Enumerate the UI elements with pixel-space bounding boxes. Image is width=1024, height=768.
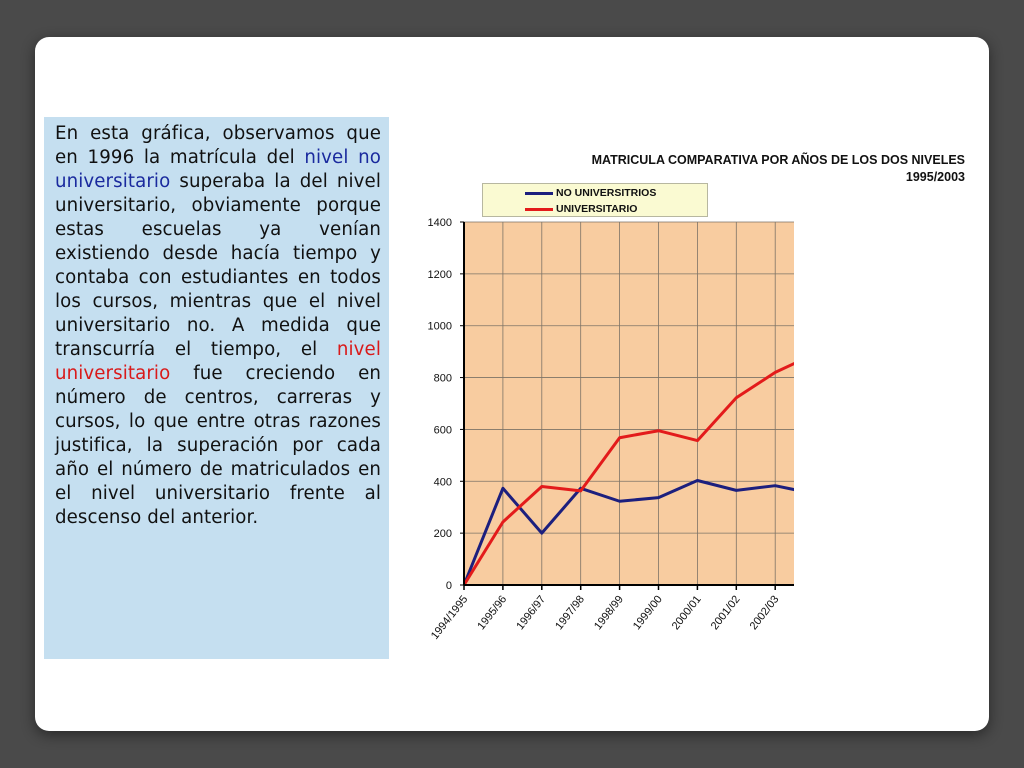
y-tick-label-0: 0 <box>445 580 452 592</box>
y-tick-label-6: 1200 <box>427 268 452 281</box>
legend-swatch-universitario <box>525 208 553 211</box>
x-tick-label-7: 2001/02 <box>708 593 743 633</box>
x-tick-label-5: 1999/00 <box>630 593 665 633</box>
x-tick-label-0: 1994/1995 <box>428 593 471 642</box>
x-tick-label-8: 2002/03 <box>747 593 782 633</box>
y-tick-label-4: 800 <box>433 372 452 385</box>
paragraph-part2: superaba la del nivel universitario, obviamente porque estas escuelas ya venían existiendo desde hacía tiempo y contaba con estudiantes en todos los cursos, mientras que el nivel universitario no. A medida que transcurría el tiempo, el <box>55 171 381 360</box>
plot-area <box>464 222 794 585</box>
highlight-no-universitario: nivel no universitario <box>55 147 381 192</box>
y-tick-label-7: 1400 <box>427 217 452 229</box>
chart-svg <box>410 145 980 655</box>
legend-item-universitario <box>525 202 637 216</box>
highlight-universitario: nivel universitario <box>55 339 381 384</box>
text-panel <box>44 117 389 659</box>
y-tick-label-1: 200 <box>433 528 452 541</box>
y-tick-label-5: 1000 <box>427 320 452 333</box>
chart-legend <box>482 183 708 217</box>
x-tick-label-2: 1996/97 <box>514 593 549 633</box>
y-tick-label-3: 600 <box>433 424 452 437</box>
y-tick-label-2: 400 <box>433 476 452 489</box>
x-tick-label-3: 1997/98 <box>553 593 588 633</box>
legend-swatch-no-universitrios <box>525 192 553 195</box>
line-chart <box>410 145 980 655</box>
x-tick-label-1: 1995/96 <box>475 593 510 633</box>
paragraph-part3: fue creciendo en número de centros, carreras y cursos, lo que entre otras razones justifica, la superación por cada año el número de matriculados en el nivel universitario frente al descenso del anterior. <box>55 363 381 528</box>
legend-item-no-universitrios <box>525 186 656 200</box>
x-tick-label-6: 2000/01 <box>669 593 704 633</box>
x-tick-label-4: 1998/99 <box>592 593 626 633</box>
description-paragraph <box>55 122 381 530</box>
chart-subtitle: 1995/2003 <box>905 170 965 184</box>
chart-title: MATRICULA COMPARATIVA POR AÑOS DE LOS DOS NIVELES <box>591 153 965 167</box>
legend-label-universitario: UNIVERSITARIO <box>556 203 638 215</box>
legend-label-no-universitrios: NO UNIVERSITRIOS <box>556 187 657 199</box>
paragraph-part1: En esta gráfica, observamos que en 1996 la matrícula del <box>55 123 381 168</box>
